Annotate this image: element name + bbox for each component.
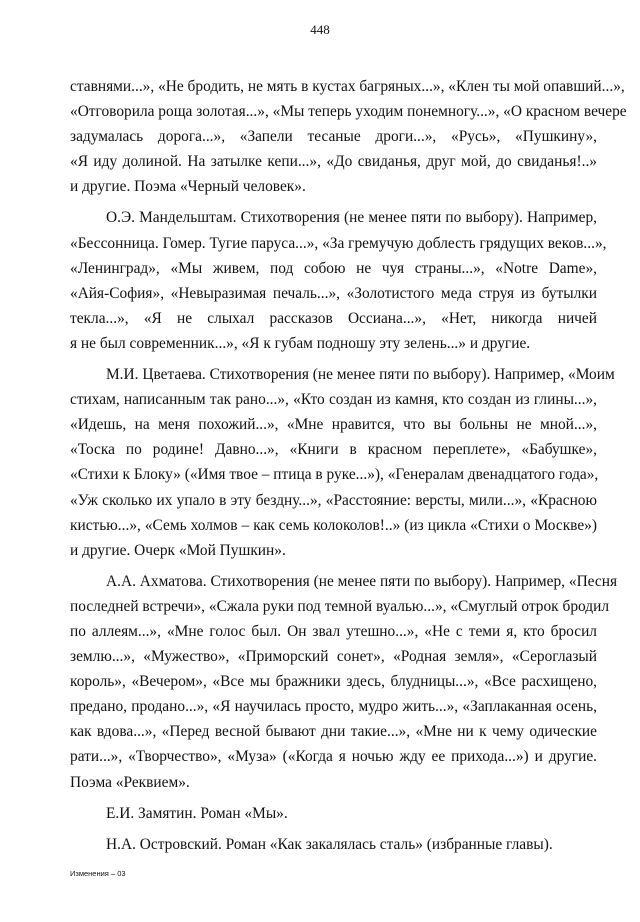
text-line: Е.И. Замятин. Роман «Мы». xyxy=(106,804,288,822)
text-line: землю...», «Мужество», «Приморский сонет», «Родная земля», «Сероглазый xyxy=(70,648,597,666)
text-line: ставнями...», «Не бродить, не мять в кустах багряных...», «Клен ты мой опавший...», xyxy=(70,78,625,95)
paragraph xyxy=(70,801,597,826)
text-line: рати...», «Творчество», «Муза» («Когда я ночью жду ее прихода...») и другие. xyxy=(70,748,597,766)
text-line: по аллеям...», «Мне голос был. Он звал утешно...», «Не с теми я, кто бросил xyxy=(70,622,597,640)
page-number: 448 xyxy=(310,22,330,37)
text-line: «Идешь, на меня похожий...», «Мне нравится, что вы больны не мной...», xyxy=(70,416,597,434)
text-line: предано, продано...», «Я научилась просто, мудро жить...», «Заплаканная осень, xyxy=(70,698,597,716)
text-line: «Ленинград», «Мы живем, под собою не чуя страны...», «Notre Dame», xyxy=(70,259,597,277)
paragraph xyxy=(70,205,607,356)
text-line: «Бессонница. Гомер. Тугие паруса...», «За гремучую доблесть грядущих веков...», xyxy=(70,234,607,252)
text-line: Поэма «Реквием». xyxy=(70,773,190,791)
text-line: стихам, написанным так рано...», «Кто создан из камня, кто создан из глины...», xyxy=(70,391,597,409)
text-line: Н.А. Островский. Роман «Как закалялась сталь» (избранные главы). xyxy=(106,835,553,853)
text-line: как вдова...», «Перед весной бывают дни такие...», «Мне ни к чему одические xyxy=(70,723,597,741)
paragraph xyxy=(70,569,618,795)
text-line: А.А. Ахматова. Стихотворения (не менее пяти по выбору). Например, «Песня xyxy=(106,572,618,590)
text-line: «Я иду долиной. На затылке кепи...», «До свиданья, друг мой, до свиданья!..» xyxy=(70,153,597,171)
text-line: последней встречи», «Сжала руки под темной вуалью...», «Смуглый отрок бродил xyxy=(70,597,610,615)
text-line: «Стихи к Блоку» («Имя твое – птица в руке...»), «Генералам двенадцатого года», xyxy=(70,466,599,484)
text-line: я не был современник...», «Я к губам подношу эту зелень...» и другие. xyxy=(70,334,531,352)
text-line: текла...», «Я не слыхал рассказов Оссиана...», «Нет, никогда ничей xyxy=(70,309,597,327)
text-line: король», «Вечером», «Все мы бражники здесь, блудницы...», «Все расхищено, xyxy=(70,673,597,691)
text-line: «Айя-София», «Невыразимая печаль...», «Золотистого меда струя из бутылки xyxy=(70,284,597,302)
text-line: О.Э. Мандельштам. Стихотворения (не менее пяти по выбору). Например, xyxy=(106,209,597,227)
text-line: «Уж сколько их упало в эту бездну...», «Расстояние: версты, мили...», «Красною xyxy=(70,491,597,509)
text-line: задумалась дорога...», «Запели тесаные дроги...», «Русь», «Пушкину», xyxy=(70,128,597,146)
text-line: М.И. Цветаева. Стихотворения (не менее пяти по выбору). Например, «Моим xyxy=(106,366,615,384)
text-line: «Отговорила роща золотая...», «Мы теперь уходим понемногу...», «О красном вечере xyxy=(70,103,627,121)
text-line: и другие. Очерк «Мой Пушкин». xyxy=(70,541,286,559)
paragraph xyxy=(70,832,597,857)
paragraph xyxy=(70,74,627,199)
body-text xyxy=(70,74,627,857)
footer-revision-note: Изменения – 03 xyxy=(70,869,126,878)
text-line: «Тоска по родине! Давно...», «Книги в красном переплете», «Бабушке», xyxy=(70,441,597,459)
paragraph xyxy=(70,362,615,563)
text-line: кистью...», «Семь холмов – как семь колоколов!..» (из цикла «Стихи о Москве») xyxy=(70,516,597,534)
text-line: и другие. Поэма «Черный человек». xyxy=(70,178,306,196)
